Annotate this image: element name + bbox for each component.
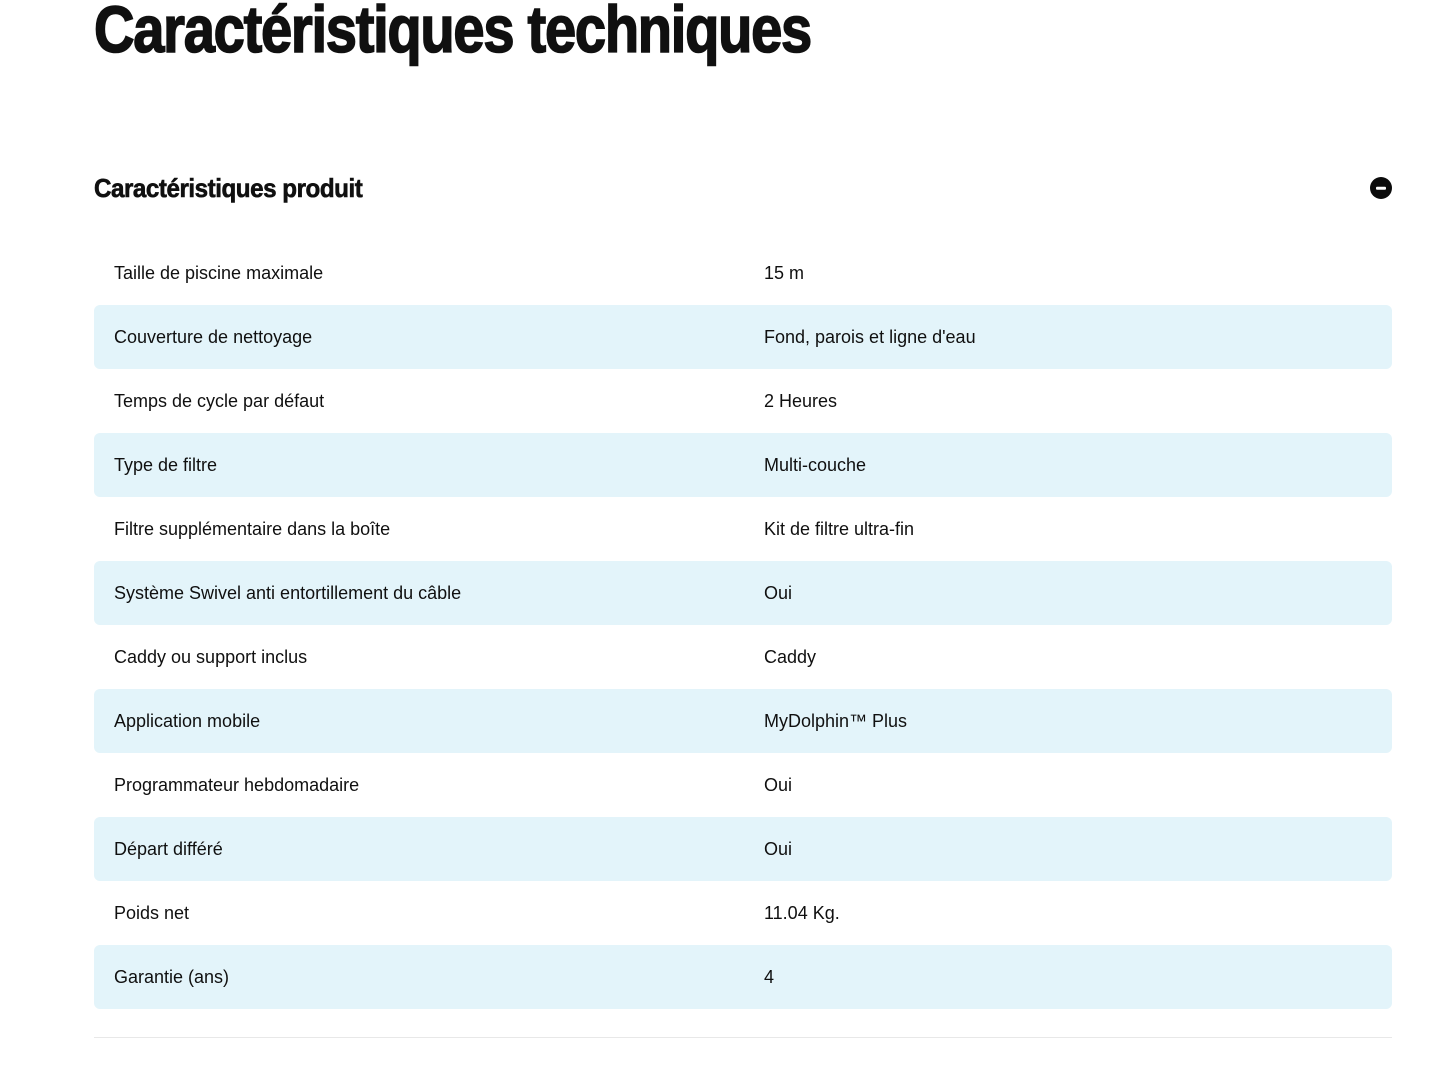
- spec-value: 11.04 Kg.: [764, 903, 840, 923]
- spec-value: 15 m: [764, 263, 805, 283]
- spec-row: [94, 561, 1392, 625]
- spec-value: Multi-couche: [764, 455, 867, 475]
- spec-label: Type de filtre: [114, 455, 218, 475]
- spec-row: [94, 689, 1392, 753]
- accordion-header-product-specs[interactable]: [94, 167, 1392, 209]
- spec-row: [94, 497, 1392, 561]
- page-title: Caractéristiques techniques: [94, 0, 811, 66]
- spec-label: Départ différé: [114, 839, 223, 859]
- spec-label: Garantie (ans): [114, 967, 230, 987]
- spec-row: [94, 945, 1392, 1009]
- spec-row: [94, 753, 1392, 817]
- spec-row: [94, 881, 1392, 945]
- spec-label: Couverture de nettoyage: [114, 327, 313, 347]
- section-divider: [94, 1037, 1392, 1038]
- spec-row: [94, 241, 1392, 305]
- spec-value: Fond, parois et ligne d'eau: [764, 327, 976, 347]
- spec-label: Système Swivel anti entortillement du câble: [114, 583, 462, 603]
- spec-label: Temps de cycle par défaut: [114, 391, 325, 411]
- spec-label: Filtre supplémentaire dans la boîte: [114, 519, 391, 539]
- spec-label: Application mobile: [114, 711, 261, 731]
- section-heading: Caractéristiques produit: [94, 172, 363, 203]
- spec-row: [94, 433, 1392, 497]
- spec-label: Poids net: [114, 903, 190, 923]
- spec-row: [94, 305, 1392, 369]
- spec-row: [94, 625, 1392, 689]
- spec-value: 4: [764, 967, 775, 987]
- spec-label: Taille de piscine maximale: [114, 263, 324, 283]
- minus-icon: [1376, 187, 1386, 190]
- spec-row: [94, 817, 1392, 881]
- spec-value: 2 Heures: [764, 391, 838, 411]
- collapse-section-button[interactable]: [1370, 177, 1392, 199]
- spec-label: Caddy ou support inclus: [114, 647, 308, 667]
- spec-value: Oui: [764, 839, 793, 859]
- spec-value: Oui: [764, 583, 793, 603]
- spec-value: Oui: [764, 775, 793, 795]
- spec-value: Caddy: [764, 647, 817, 667]
- spec-row: [94, 369, 1392, 433]
- spec-value: MyDolphin™ Plus: [764, 711, 908, 731]
- spec-label: Programmateur hebdomadaire: [114, 775, 360, 795]
- spec-value: Kit de filtre ultra-fin: [764, 519, 915, 539]
- spec-table: [94, 241, 1392, 1009]
